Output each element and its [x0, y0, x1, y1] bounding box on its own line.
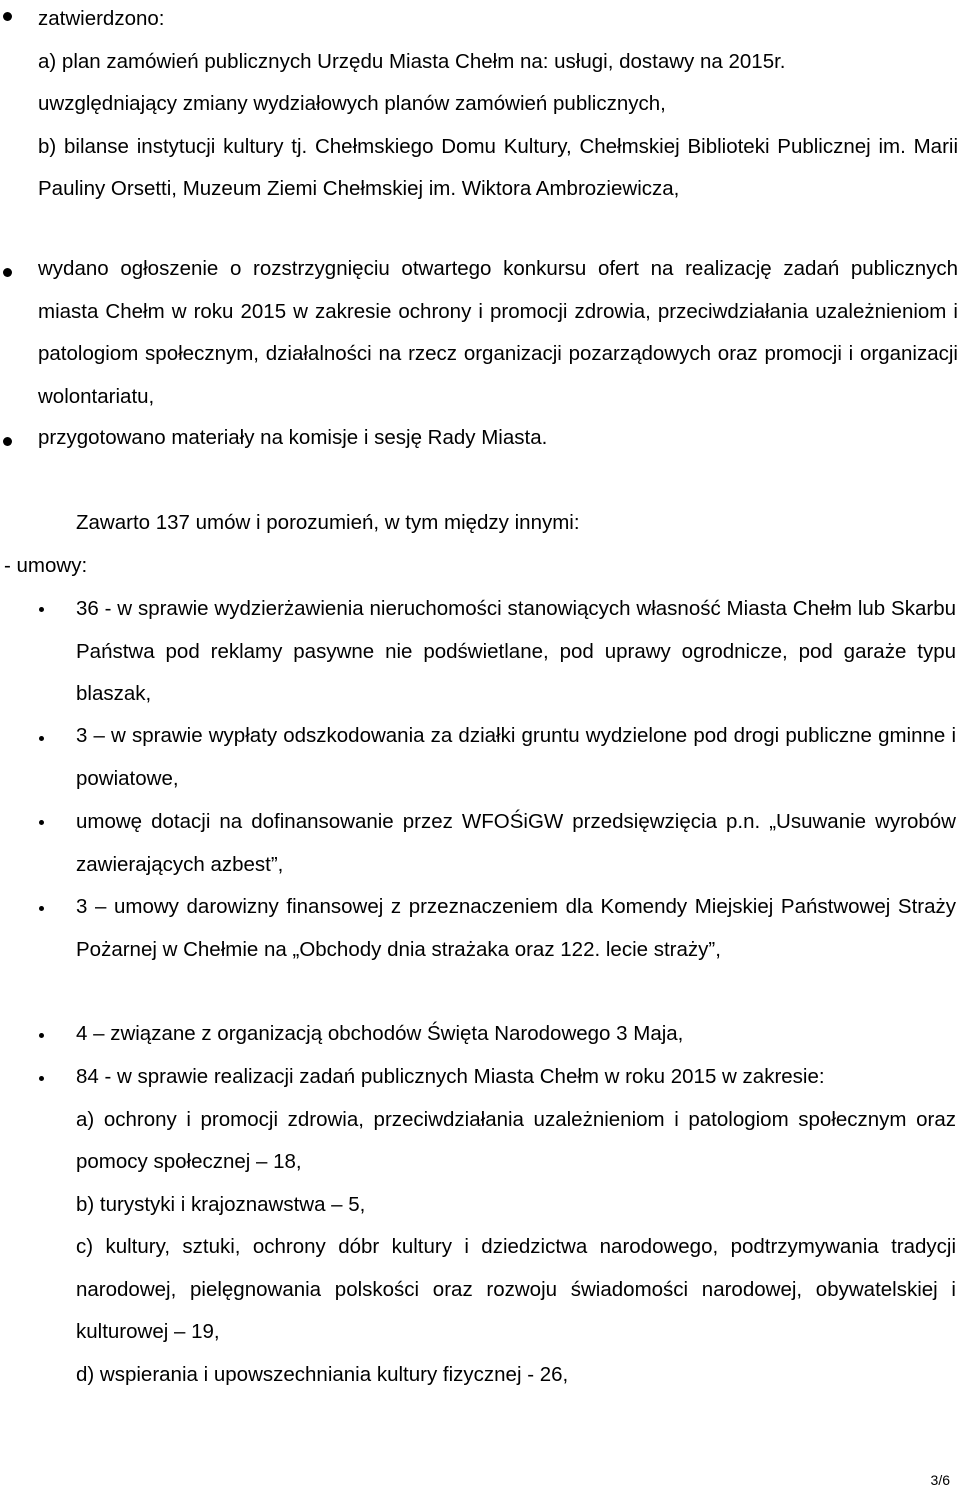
- intro-line: b) bilanse instytucji kultury tj. Chełmskiego Domu Kultury, Chełmskiej Biblioteki Publicznej im. Marii Pauliny Orsetti, Muzeum Ziemi Chełmskiej im. Wiktora Ambroziewicza,: [38, 134, 958, 200]
- small-bullet-icon: [39, 906, 44, 911]
- sub-item: b) turystyki i krajoznawstwa – 5,: [76, 1192, 366, 1216]
- agreement-item: 36 - w sprawie wydzierżawienia nieruchomości stanowiących własność Miasta Chełm lub Skarbu Państwa pod reklamy pasywne nie podświetlane, pod uprawy ogrodnicze, pod garaże typu blaszak,: [76, 597, 956, 705]
- agreement-item: 3 – w sprawie wypłaty odszkodowania za działki gruntu wydzielone pod drogi publiczne gminne i powiatowe,: [76, 724, 956, 790]
- agreement-item-text: 84 - w sprawie realizacji zadań publicznych Miasta Chełm w roku 2015 w zakresie:: [76, 1065, 825, 1088]
- intro-line: uwzględniający zmiany wydziałowych planów zamówień publicznych,: [38, 92, 666, 115]
- small-bullet-icon: [39, 1033, 44, 1038]
- agreement-item: 4 – związane z organizacją obchodów Święta Narodowego 3 Maja,: [76, 1022, 684, 1045]
- bullet-dot-icon: [3, 437, 12, 446]
- intro-line: zatwierdzono:: [38, 7, 165, 30]
- bullet-dot-icon: [3, 12, 12, 21]
- intro-line: a) plan zamówień publicznych Urzędu Miasta Chełm na: usługi, dostawy na 2015r.: [38, 49, 786, 73]
- small-bullet-icon: [39, 736, 44, 741]
- small-bullet-icon: [39, 820, 44, 825]
- sub-item: d) wspierania i upowszechniania kultury fizycznej - 26,: [76, 1362, 569, 1386]
- agreement-item-public-tasks: [76, 1056, 956, 1396]
- bullet-dot-icon: [3, 268, 12, 277]
- sub-item: a) ochrony i promocji zdrowia, przeciwdziałania uzależnieniom i patologiom społecznym oraz pomocy społecznej – 18,: [76, 1107, 956, 1173]
- agreements-label: - umowy:: [4, 554, 88, 577]
- intro-bullet-announcement: wydano ogłoszenie o rozstrzygnięciu otwartego konkursu ofert na realizację zadań publicznych miasta Chełm w roku 2015 w zakresie ochrony i promocji zdrowia, przeciwdziałania uzależnieniom i patologiom społecznym, działalności na rzecz organizacji pozarządowych oraz promocji i organizacji wolontariatu,: [38, 257, 958, 408]
- intro-bullet-materials: przygotowano materiały na komisje i sesję Rady Miasta.: [38, 426, 548, 449]
- small-bullet-icon: [39, 1076, 44, 1081]
- small-bullet-icon: [39, 607, 44, 612]
- sub-item: c) kultury, sztuki, ochrony dóbr kultury i dziedzictwa narodowego, podtrzymywania tradycji narodowej, pielęgnowania polskości oraz rozwoju świadomości narodowej, obywatelskiej i kulturowej – 19,: [76, 1235, 956, 1343]
- agreements-summary: Zawarto 137 umów i porozumień, w tym między innymi:: [76, 511, 580, 534]
- agreement-item: 3 – umowy darowizny finansowej z przeznaczeniem dla Komendy Miejskiej Państwowej Straży Pożarnej w Chełmie na „Obchody dnia strażaka oraz 122. lecie straży”,: [76, 895, 956, 961]
- agreement-item: umowę dotacji na dofinansowanie przez WFOŚiGW przedsięwzięcia p.n. „Usuwanie wyrobów zawierających azbest”,: [76, 810, 956, 876]
- intro-bullet-approved: [38, 0, 958, 211]
- page-number: 3/6: [930, 1472, 950, 1488]
